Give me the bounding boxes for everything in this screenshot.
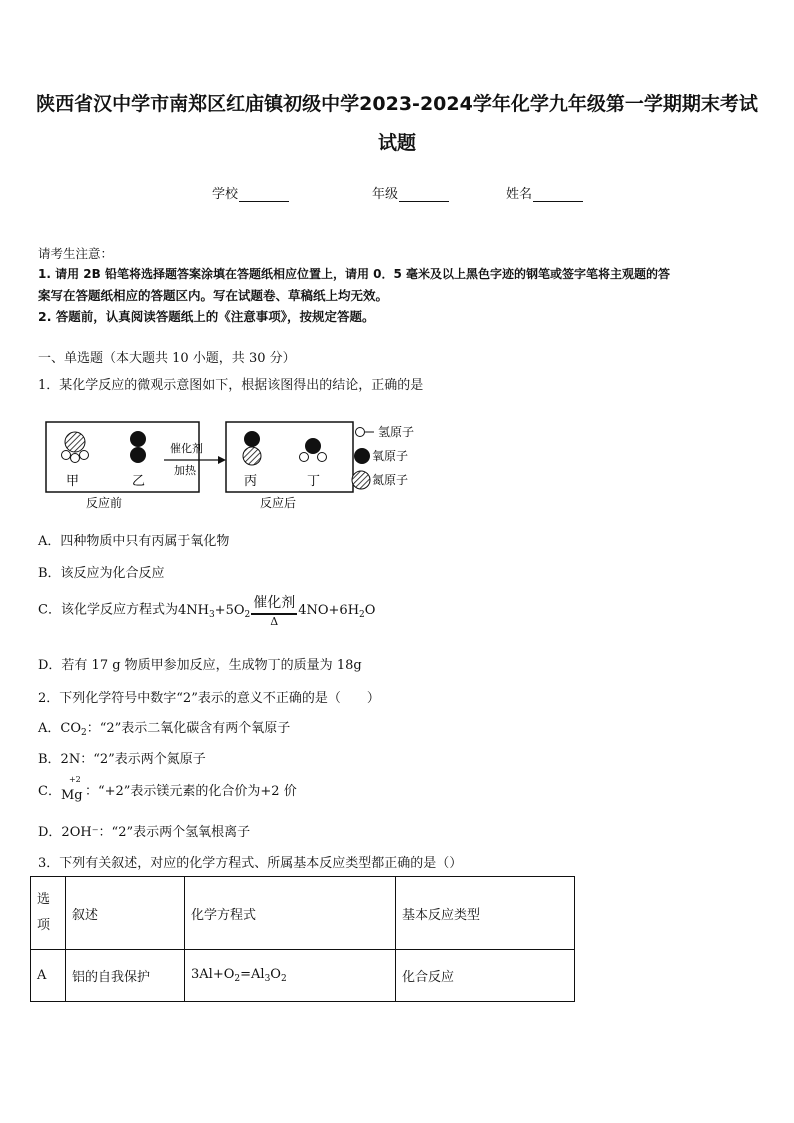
school-field [212, 183, 289, 202]
nitrogen-atom-icon [65, 432, 85, 452]
label-after: 反应后 [260, 496, 297, 510]
q1-option-c-prefix: C．该化学反应方程式为 [38, 602, 178, 618]
q1-stem: 1．某化学反应的微观示意图如下，根据该图得出的结论，正确的是 [38, 378, 424, 393]
grade-field [372, 183, 449, 202]
q2-option-c[interactable]: C． +2 Mg ：“+2”表示镁元素的化合价为+2 价 [38, 775, 297, 803]
legend-nitrogen-label: 氮原子 [372, 473, 409, 487]
q1-option-c[interactable] [38, 592, 375, 628]
header-desc: 叙述 [66, 877, 185, 950]
q2-option-a[interactable]: A．$CO_2$：“2”表示二氧化碳含有两个氧原子 [38, 721, 291, 738]
legend-oxygen-icon [354, 448, 370, 464]
legend-nitrogen-icon [352, 471, 370, 489]
oxygen-atom-icon [130, 447, 146, 463]
q3-table [30, 876, 575, 1002]
mg-symbol: Mg [60, 788, 83, 803]
header-option: 选项 [31, 877, 66, 950]
row-a-desc: 铝的自我保护 [66, 950, 185, 1002]
legend-hydrogen-label: 氢原子 [378, 425, 415, 439]
row-a-equation: $3Al+O_2=Al_3O_2$ [185, 950, 396, 1002]
q2-option-a-text: ：“2”表示二氧化碳含有两个氧原子 [86, 721, 291, 736]
legend-hydrogen-icon [356, 428, 365, 437]
oxygen-atom-icon [244, 431, 260, 447]
school-label: 学校 [212, 187, 239, 202]
q2-stem: 2．下列化学符号中数字“2”表示的意义不正确的是（ ） [38, 691, 380, 706]
label-heat: 加热 [174, 464, 196, 477]
oxygen-atom-icon [130, 431, 146, 447]
row-a-option: A [31, 950, 66, 1002]
hydrogen-atom-icon [318, 453, 327, 462]
legend-oxygen-label: 氧原子 [372, 449, 409, 463]
notice-heading: 请考生注意： [38, 246, 114, 261]
row-a-type: 化合反应 [396, 950, 575, 1002]
condition-heat: Δ [270, 615, 279, 628]
valence-mark: +2 [68, 775, 81, 784]
condition-catalyst: 催化剂 [251, 592, 297, 615]
q1-option-c-products: $4NO+6H_2O$ [298, 602, 376, 620]
nitrogen-atom-icon [243, 447, 261, 465]
reaction-condition [251, 592, 297, 628]
q1-reaction-diagram [38, 414, 438, 514]
table-row [31, 950, 575, 1002]
q1-option-c-reactants: $4NH_3+5O_2$ [177, 602, 251, 620]
hydrogen-atom-icon [300, 453, 309, 462]
header-type: 基本反应类型 [396, 877, 575, 950]
grade-blank[interactable] [399, 188, 449, 202]
q3-stem: 3．下列有关叙述，对应的化学方程式、所属基本反应类型都正确的是（） [38, 856, 463, 871]
label-ding: 丁 [307, 474, 321, 489]
oxygen-atom-icon [305, 438, 321, 454]
notice-item2: 2. 答题前，认真阅读答题纸上的《注意事项》，按规定答题。 [38, 309, 375, 324]
name-label: 姓名 [506, 187, 533, 202]
label-jia: 甲 [66, 474, 80, 489]
hydrogen-atom-icon [62, 451, 71, 460]
arrow-icon [218, 456, 226, 464]
name-blank[interactable] [533, 188, 583, 202]
q1-option-b[interactable]: B．该反应为化合反应 [38, 566, 165, 581]
section1-heading: 一、单选题（本大题共 10 小题，共 30 分） [38, 351, 296, 366]
table-header-row [31, 877, 575, 950]
label-before: 反应前 [86, 496, 123, 510]
school-blank[interactable] [239, 188, 289, 202]
q1-option-d[interactable]: D．若有 17 g 物质甲参加反应，生成物丁的质量为 18g [38, 658, 362, 673]
mg-valence-symbol [60, 775, 85, 803]
label-catalyst: 催化剂 [170, 442, 203, 455]
hydrogen-atom-icon [80, 451, 89, 460]
exam-title-line2: 试题 [377, 132, 416, 154]
q1-option-a[interactable]: A．四种物质中只有丙属于氧化物 [38, 534, 230, 549]
notice-block [38, 243, 758, 327]
q2-option-b[interactable]: B．2N：“2”表示两个氮原子 [38, 752, 206, 767]
q2-option-d[interactable]: D．2OH⁻：“2”表示两个氢氧根离子 [38, 825, 251, 840]
q2-option-c-text: ：“+2”表示镁元素的化合价为+2 价 [84, 784, 297, 799]
notice-item1-line1: 1. 请用 2B 铅笔将选择题答案涂填在答题纸相应位置上，请用 0．5 毫米及以上黑色字迹的钢笔或签字笔将主观题的答 [38, 267, 670, 281]
name-field [506, 183, 583, 202]
notice-item1-line2: 案写在答题纸相应的答题区内。写在试题卷、草稿纸上均无效。 [38, 288, 389, 303]
grade-label: 年级 [372, 187, 399, 202]
hydrogen-atom-icon [71, 454, 80, 463]
label-yi: 乙 [132, 474, 146, 489]
label-bing: 丙 [244, 474, 258, 489]
exam-title-line1: 陕西省汉中学市南郑区红庙镇初级中学2023-2024学年化学九年级第一学期期末考试 [36, 93, 758, 115]
header-equation: 化学方程式 [185, 877, 396, 950]
